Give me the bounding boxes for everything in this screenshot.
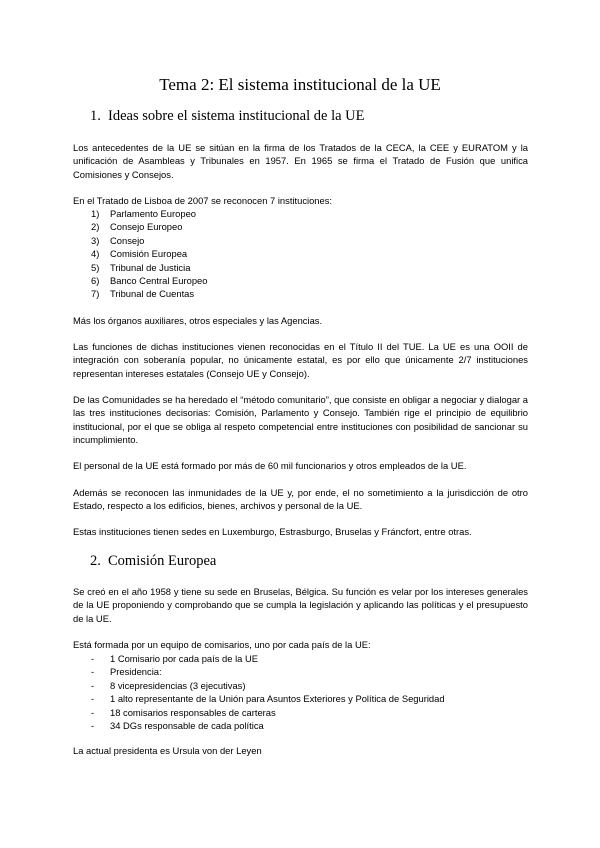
list-dash: - (91, 666, 95, 678)
paragraph: Más los órganos auxiliares, otros especiales y las Agencias. (73, 315, 323, 326)
section-2-heading (90, 553, 216, 570)
paragraph: En el Tratado de Lisboa de 2007 se reconocen 7 instituciones: (73, 195, 333, 206)
section-2-number: 2. (90, 553, 101, 569)
section-1-heading (90, 108, 365, 125)
list-item (91, 287, 207, 300)
list-dash: - (91, 706, 95, 718)
list-text: 1 Comisario por cada país de la UE (110, 653, 258, 664)
section-2-title: Comisión Europea (108, 553, 217, 569)
list-text: Presidencia: (110, 666, 162, 678)
list-text: 8 vicepresidencias (3 ejecutivas) (110, 679, 246, 691)
paragraph: El personal de la UE está formado por más de 60 mil funcionarios y otros empleados de la UE. (73, 460, 467, 471)
list-text: 34 DGs responsable de cada política (110, 720, 264, 732)
paragraph: De las Comunidades se ha heredado el “método comunitario”, que consiste en obligar a negociar y dialogar a las tres instituciones decisorias: Comisión, Parlamento y Consejo. También rige el principio de equilibrio institucional, por el que se obliga al respeto competencial entre instituciones con posibilidad de sancionar su incumplimiento. (73, 394, 528, 446)
list-text: Banco Central Europeo (110, 275, 208, 287)
list-text: 1 alto representante de la Unión para Asuntos Exteriores y Política de Seguridad (110, 693, 445, 705)
list-number: 3) (91, 234, 100, 246)
paragraph: Está formada por un equipo de comisarios, uno por cada país de la UE: (73, 639, 371, 650)
section-1-number: 1. (90, 108, 101, 124)
list-number: 6) (91, 275, 100, 287)
list-dash: - (91, 720, 95, 732)
paragraph: La actual presidenta es Ursula von der Leyen (73, 745, 262, 756)
commission-members-list (91, 652, 445, 732)
list-item (91, 207, 207, 220)
list-item (91, 706, 445, 719)
list-item (91, 665, 445, 678)
list-number: 4) (91, 248, 100, 260)
list-number: 5) (91, 261, 100, 273)
institutions-list (91, 207, 207, 301)
list-item (91, 719, 445, 732)
paragraph: Los antecedentes de la UE se sitúan en la firma de los Tratados de la CECA, la CEE y EURATOM y la unificación de Asambleas y Tribunales en 1957. En 1965 se firma el Tratado de Fusión que unifica Comisiones y Consejos. (73, 142, 528, 180)
list-text: Tribunal de Justicia (110, 261, 191, 273)
list-text: 18 comisarios responsables de carteras (110, 706, 276, 718)
list-text: Consejo (110, 234, 145, 246)
list-text: Consejo Europeo (110, 221, 183, 233)
list-dash: - (91, 679, 95, 691)
list-dash: - (91, 693, 95, 705)
list-number: 1) (91, 208, 100, 219)
list-text: Tribunal de Cuentas (110, 288, 195, 300)
paragraph: Las funciones de dichas instituciones vienen reconocidas en el Título II del TUE. La UE es una OOII de integración con soberanía popular, no únicamente estatal, es por ello que únicamente 2/7 instituciones representan intereses estatales (Consejo UE y Consejo). (73, 341, 528, 379)
list-item (91, 274, 207, 287)
page-title: Tema 2: El sistema institucional de la UE (159, 75, 441, 94)
paragraph: Se creó en el año 1958 y tiene su sede en Bruselas, Bélgica. Su función es velar por los intereses generales de la UE proponiendo y comprobando que se cumpla la legislación y aplicando las políticas y el presupuesto de la UE. (73, 586, 528, 624)
list-item (91, 234, 207, 247)
list-text: Comisión Europea (110, 248, 188, 260)
list-item (91, 652, 445, 665)
list-number: 7) (91, 288, 100, 300)
list-item (91, 247, 207, 260)
list-dash: - (91, 653, 95, 664)
list-text: Parlamento Europeo (110, 208, 196, 219)
list-number: 2) (91, 221, 100, 233)
list-item (91, 261, 207, 274)
list-item (91, 692, 445, 705)
list-item (91, 220, 207, 233)
section-1-title: Ideas sobre el sistema institucional de la UE (108, 108, 365, 124)
list-item (91, 679, 445, 692)
paragraph: Además se reconocen las inmunidades de la UE y, por ende, el no sometimiento a la jurisdicción de otro Estado, respecto a los edificios, bienes, archivos y personal de la UE. (73, 487, 528, 512)
paragraph: Estas instituciones tienen sedes en Luxemburgo, Estrasburgo, Bruselas y Fráncfort, entre otras. (73, 526, 472, 537)
